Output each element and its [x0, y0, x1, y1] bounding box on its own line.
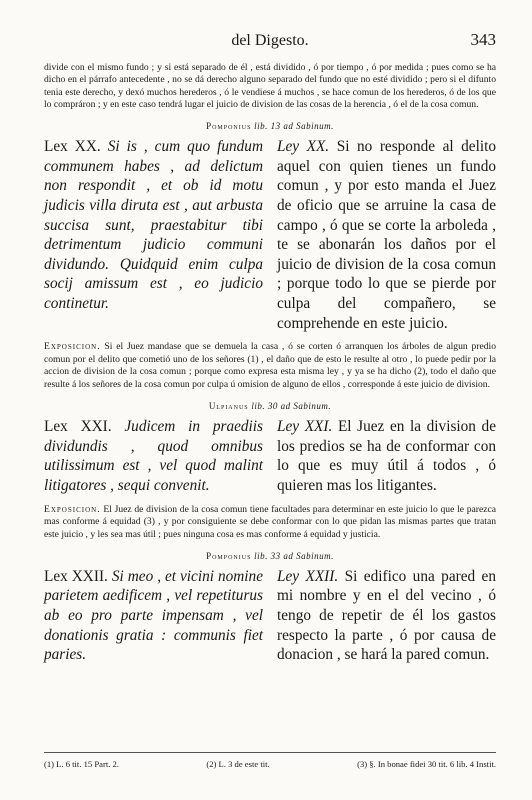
- exposition-label: Exposicion.: [44, 503, 101, 515]
- footnote: (1) L. 6 tit. 15 Part. 2.: [44, 759, 119, 769]
- footnote: (2) L. 3 de este tit.: [206, 759, 270, 769]
- exposition-label: Exposicion.: [44, 341, 101, 353]
- running-head: [44, 30, 496, 56]
- page-number: 343: [470, 30, 496, 49]
- footnotes: [44, 752, 496, 769]
- section-attribution: [44, 401, 496, 411]
- spanish-law-number: Ley XXII.: [277, 567, 339, 585]
- law-section: [44, 417, 496, 495]
- section-attribution: [44, 121, 496, 131]
- spanish-law-text: Si no responde al delito aquel con quien tienes un fundo comun , y por esto manda el Juez de oficio que se arruine la casa de campo , ó que se corte la arboleda , te se abonarán los daños por el juicio de division de la cosa comun ; porque todo lo que se pierde por culpa del compañero, se comprehende en este juicio.: [277, 138, 496, 332]
- author-name: Pomponius: [206, 121, 252, 132]
- running-title: del Digesto.: [231, 32, 309, 49]
- latin-column: [44, 567, 263, 665]
- spanish-law-number: Ley XXI.: [277, 418, 333, 436]
- latin-law-number: Lex XXI.: [44, 418, 112, 436]
- latin-column: [44, 137, 263, 333]
- book-reference: lib. 13 ad Sabinum.: [254, 121, 334, 132]
- author-name: Pomponius: [206, 550, 252, 561]
- section-attribution: [44, 551, 496, 561]
- author-name: Ulpianus: [208, 401, 249, 412]
- spanish-law-number: Ley XX.: [277, 138, 330, 156]
- footnote: (3) §. In bonae fidei 30 tit. 6 lib. 4 Instit.: [357, 759, 496, 769]
- law-section: [44, 567, 496, 665]
- spanish-column: [277, 137, 496, 333]
- exposition: [44, 341, 496, 391]
- latin-column: [44, 417, 263, 495]
- book-reference: lib. 33 ad Sabinum.: [254, 550, 334, 561]
- book-reference: lib. 30 ad Sabinum.: [251, 401, 332, 412]
- spanish-column: [277, 567, 496, 665]
- intro-paragraph: divide con el mismo fundo ; y si está separado de él , está dividido , ó por tiempo , ó por medida ; pues como se ha dicho en el párrafo antecedente , no se dá derecho alguno separado del fundo que no esté dividido ; pero si el difunto tenia este derecho, y dexó muchos herederos , ó le vendiese á muchos , se hace comun de los herederos, ó de los que lo compráron ; y en este caso tendrá lugar el juicio de division de las cosas de la herencia , ó el de la cosa comun.: [44, 62, 496, 111]
- spanish-column: [277, 417, 496, 495]
- latin-law-number: Lex XXII.: [44, 567, 108, 585]
- spanish-law-text: Si edifico una pared en mi nombre y en el del vecino , ó tengo de repetir de él los gastos respecto la parte , ó por causa de donacion , se hará la pared comun.: [277, 567, 496, 664]
- latin-law-number: Lex XX.: [44, 138, 101, 156]
- exposition: [44, 504, 496, 542]
- law-section: [44, 137, 496, 333]
- exposition-text: Si el Juez mandase que se demuela la casa , ó se corten ó arranquen los árboles de algun predio comun por el delito que cometió uno de los señores (1) , el daño que de esto le resulte al otro , lo puede pedir por la accion de division de la cosa comun ; porque como expresa esta misma ley , y ya se ha dicho (2), todo el daño que resulte á los señores de la cosa comun por culpa ú omision de alguno de ellos , corresponde á este juicio de division.: [44, 341, 496, 390]
- latin-law-text: Si meo , et vicini nomine parietem aedificem , vel repetiturus ab eo pro parte impensam , vel donationis gratia : communis fiet paries.: [44, 567, 263, 664]
- latin-law-text: Si is , cum quo fundum communem habes , ad delictum non respondit , et ob id motu judicis villa diruta est , aut arbusta succisa sunt, praestabitur tibi detrimentum judicio communi dividundo. Quidquid enim culpa socij amissum est , eo judicio continetur.: [44, 138, 264, 312]
- latin-law-text: Judicem in praediis dividundis , quod omnibus utilissimum est , vel quod malint litigatores , sequi convenit.: [44, 418, 263, 494]
- spanish-law-text: El Juez en la division de los predios se ha de conformar con lo que es muy útil á todos , ó quieren mas los litigantes.: [277, 418, 496, 494]
- exposition-text: El Juez de division de la cosa comun tiene facultades para determinar en este juicio lo que le parezca mas conforme á equidad (3) , y por consiguiente se debe conformar con lo que pidan las mismas partes que tratan este juicio , y les sea mas útil ; pues ninguna cosa es mas conforme á equidad y justicia.: [44, 503, 497, 540]
